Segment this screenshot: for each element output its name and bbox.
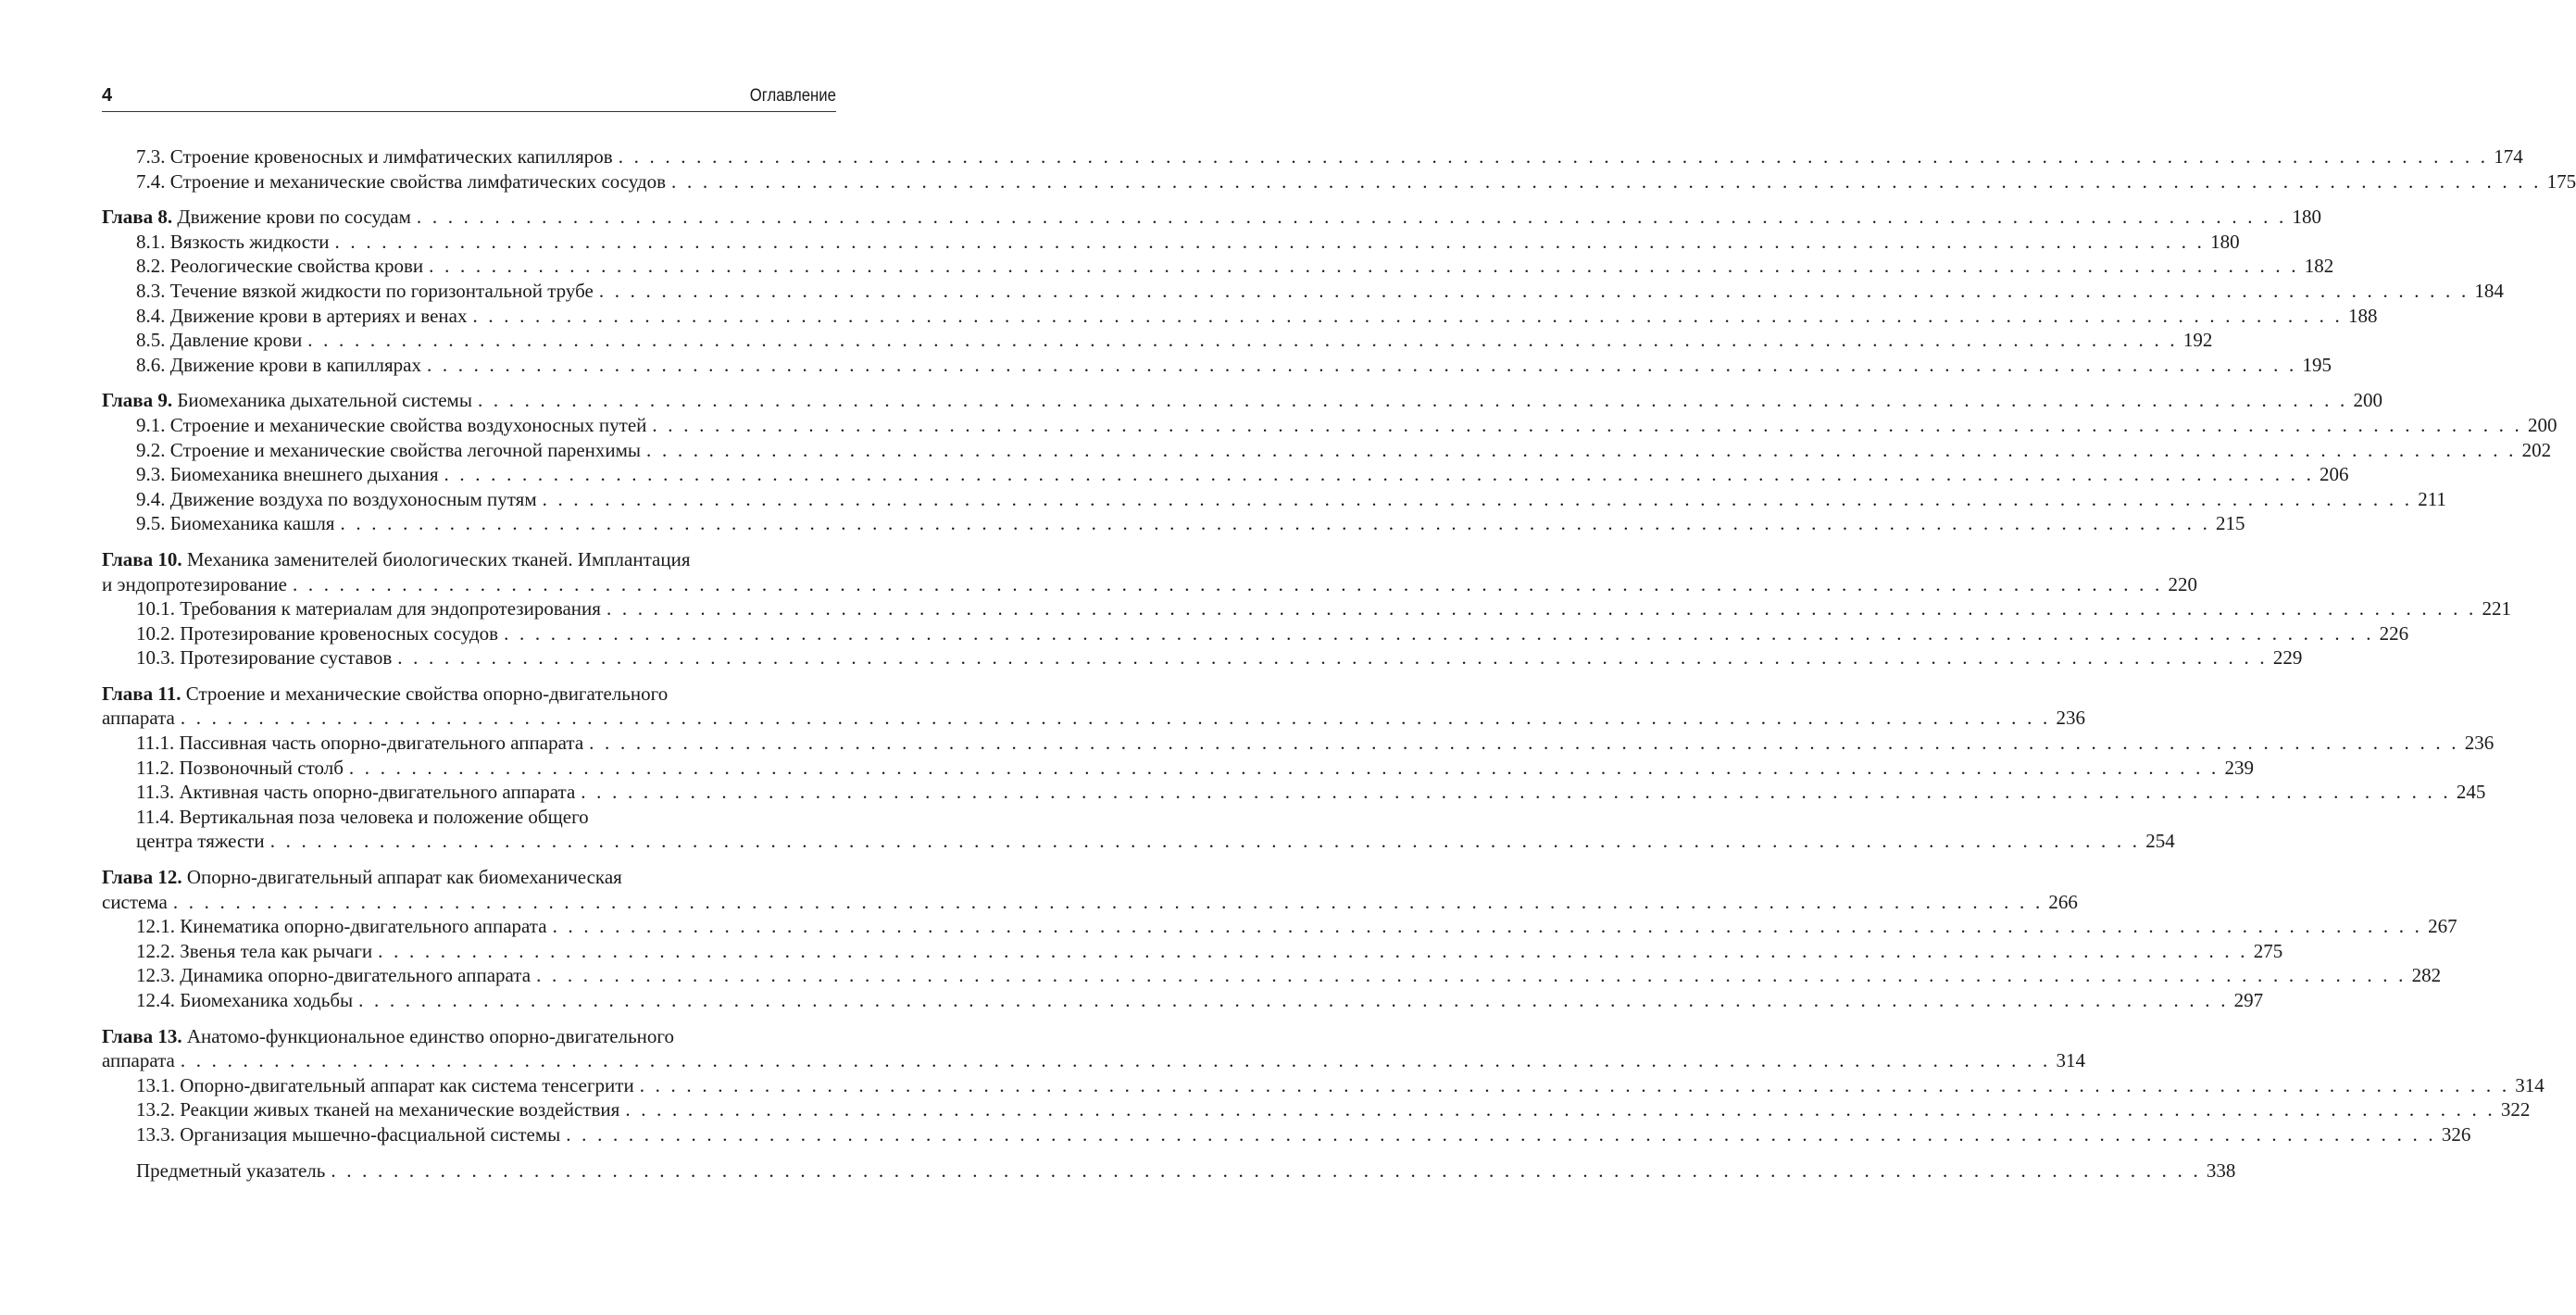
dot-leader: . . . . . . . . . . . . . . . . . . . . . . . . . . . . . . . . . . . . . . . . . . . . . . . . . . . . . . . . . . . . . . . . . . . . . . . . . . . . . . . . . . . . . . . . . . . . . . . . . . . . . . . . . . . . . . . . . . . . . . . . <box>552 915 2423 938</box>
toc-entry[interactable] <box>102 1097 2531 1122</box>
toc-entry[interactable] <box>102 682 2085 731</box>
entry-page: 200 <box>2527 413 2557 436</box>
toc-line <box>102 353 2332 378</box>
entry-title <box>136 230 330 255</box>
entry-title <box>136 144 613 169</box>
entry-page: 182 <box>2304 255 2334 278</box>
toc-entry[interactable] <box>102 1024 2085 1073</box>
table-of-contents <box>102 144 2576 1194</box>
toc-entry[interactable] <box>102 388 2382 413</box>
entry-page: 220 <box>2168 572 2197 595</box>
entry-title <box>136 780 575 805</box>
entry-page: 192 <box>2182 329 2213 352</box>
dot-leader: . . . . . . . . . . . . . . . . . . . . . . . . . . . . . . . . . . . . . . . . . . . . . . . . . . . . . . . . . . . . . . . . . . . . . . . . . . . . . . . . . . . . . . . . . . . . . . . . . . . . . . . . . . . . . . . . . . . . . . . . <box>269 830 2141 853</box>
entry-text: 11.3. Активная часть опорно-двигательного аппарата <box>136 781 576 804</box>
entry-text: 11.4. Вертикальная поза человека и положение общего <box>136 805 589 828</box>
toc-entry[interactable] <box>102 865 2078 914</box>
toc-entry[interactable] <box>102 645 2303 670</box>
entry-page: 180 <box>2292 206 2321 229</box>
entry-page: 202 <box>2521 438 2552 461</box>
entry-page: 195 <box>2302 353 2332 376</box>
entry-page: 239 <box>2224 756 2254 779</box>
dot-leader: . . . . . . . . . . . . . . . . . . . . . . . . . . . . . . . . . . . . . . . . . . . . . . . . . . . . . . . . . . . . . . . . . . . . . . . . . . . . . . . . . . . . . . . . . . . . . . . . . . . . . . . . . . . . . . . . . . . . . . . . <box>646 438 2517 461</box>
entry-text: 8.4. Движение крови в артериях и венах <box>136 304 468 327</box>
toc-group <box>102 144 2576 194</box>
entry-page: 245 <box>2456 781 2486 804</box>
entry-page: 200 <box>2353 389 2382 412</box>
toc-group <box>102 682 2495 854</box>
entry-page: 267 <box>2428 915 2457 938</box>
toc-line <box>102 487 2446 512</box>
chapter-label: Глава 13. <box>102 1024 182 1047</box>
entry-text: 9.1. Строение и механические свойства воздухоносных путей <box>136 413 647 436</box>
toc-line-continued <box>102 890 2078 915</box>
toc-line <box>102 462 2349 487</box>
toc-line <box>102 780 2486 805</box>
entry-text: 12.4. Биомеханика ходьбы <box>136 989 354 1011</box>
running-title: Оглавление <box>749 86 836 106</box>
entry-page: 211 <box>2418 487 2446 510</box>
toc-line <box>102 1122 2471 1147</box>
entry-title <box>136 254 423 279</box>
toc-line <box>102 144 2523 169</box>
toc-entry[interactable] <box>102 328 2213 353</box>
dot-leader: . . . . . . . . . . . . . . . . . . . . . . . . . . . . . . . . . . . . . . . . . . . . . . . . . . . . . . . . . . . . . . . . . . . . . . . . . . . . . . . . . . . . . . . . . . . . . . . . . . . . . . . . . . . . . . . . . . . . . . . . <box>589 732 2459 755</box>
dot-leader: . . . . . . . . . . . . . . . . . . . . . . . . . . . . . . . . . . . . . . . . . . . . . . . . . . . . . . . . . . . . . . . . . . . . . . . . . . . . . . . . . . . . . . . . . . . . . . . . . . . . . . . . . . . . . . . . . . . . . . . . <box>671 169 2542 193</box>
dot-leader: . . . . . . . . . . . . . . . . . . . . . . . . . . . . . . . . . . . . . . . . . . . . . . . . . . . . . . . . . . . . . . . . . . . . . . . . . . . . . . . . . . . . . . . . . . . . . . . . . . . . . . . . . . . . . . . . . . . . . . . . <box>340 512 2211 535</box>
toc-entry[interactable] <box>102 756 2254 781</box>
toc-group <box>102 865 2457 1013</box>
toc-line <box>102 438 2552 463</box>
toc-line <box>102 205 2321 230</box>
entry-text: Анатомо-функциональное единство опорно-двигательного <box>186 1024 675 1047</box>
entry-title <box>136 353 421 378</box>
entry-text-continued: центра тяжести <box>136 830 265 853</box>
entry-title <box>102 547 690 572</box>
entry-text: 11.2. Позвоночный столб <box>136 756 344 779</box>
entry-title <box>136 328 302 353</box>
entry-text: 13.2. Реакции живых тканей на механические воздействия <box>136 1098 620 1121</box>
toc-line-continued <box>102 829 2175 854</box>
entry-text: Механика заменителей биологических тканей. Имплантация <box>186 547 691 570</box>
dot-leader: . . . . . . . . . . . . . . . . . . . . . . . . . . . . . . . . . . . . . . . . . . . . . . . . . . . . . . . . . . . . . . . . . . . . . . . . . . . . . . . . . . . . . . . . . . . . . . . . . . . . . . . . . . . . . . . . . . . . . . . . <box>172 890 2044 913</box>
chapter-label: Глава 10. <box>102 547 182 570</box>
toc-line <box>102 254 2334 279</box>
toc-line <box>102 963 2442 988</box>
toc-line <box>102 645 2303 670</box>
entry-title <box>136 1097 619 1122</box>
toc-line <box>102 1158 2236 1184</box>
entry-title <box>102 682 668 707</box>
toc-group <box>102 1158 2236 1184</box>
toc-group <box>102 1024 2545 1147</box>
entry-page: 275 <box>2253 939 2283 962</box>
toc-entry[interactable] <box>102 780 2486 805</box>
entry-page: 236 <box>2464 732 2495 755</box>
entry-text: Предметный указатель <box>136 1158 326 1182</box>
dot-leader: . . . . . . . . . . . . . . . . . . . . . . . . . . . . . . . . . . . . . . . . . . . . . . . . . . . . . . . . . . . . . . . . . . . . . . . . . . . . . . . . . . . . . . . . . . . . . . . . . . . . . . . . . . . . . . . . . . . . . . . . <box>639 1073 2510 1096</box>
dot-leader: . . . . . . . . . . . . . . . . . . . . . . . . . . . . . . . . . . . . . . . . . . . . . . . . . . . . . . . . . . . . . . . . . . . . . . . . . . . . . . . . . . . . . . . . . . . . . . . . . . . . . . . . . . . . . . . . . . . . . . . . <box>536 964 2407 987</box>
toc-line <box>102 939 2283 964</box>
toc-entry[interactable] <box>102 914 2457 939</box>
entry-title <box>136 596 601 621</box>
toc-entry[interactable] <box>102 205 2321 230</box>
toc-line <box>102 328 2213 353</box>
entry-page: 314 <box>2056 1049 2085 1072</box>
dot-leader: . . . . . . . . . . . . . . . . . . . . . . . . . . . . . . . . . . . . . . . . . . . . . . . . . . . . . . . . . . . . . . . . . . . . . . . . . . . . . . . . . . . . . . . . . . . . . . . . . . . . . . . . . . . . . . . . . . . . . . . . <box>625 1098 2495 1121</box>
entry-title <box>136 939 372 964</box>
entry-text: Строение и механические свойства опорно-двигательного <box>185 682 669 705</box>
entry-page: 206 <box>2320 463 2349 486</box>
entry-text: 12.1. Кинематика опорно-двигательного аппарата <box>136 915 547 938</box>
entry-text: 10.3. Протезирование суставов <box>136 646 393 670</box>
toc-entry[interactable] <box>102 621 2409 646</box>
entry-text: 9.4. Движение воздуха по воздухоносным путям <box>136 487 537 510</box>
running-header <box>102 83 836 112</box>
entry-page: 221 <box>2482 597 2512 620</box>
dot-leader: . . . . . . . . . . . . . . . . . . . . . . . . . . . . . . . . . . . . . . . . . . . . . . . . . . . . . . . . . . . . . . . . . . . . . . . . . . . . . . . . . . . . . . . . . . . . . . . . . . . . . . . . . . . . . . . . . . . . . . . . <box>618 145 2489 168</box>
entry-title <box>102 388 472 413</box>
entry-page: 314 <box>2515 1073 2545 1096</box>
entry-page: 326 <box>2441 1122 2471 1146</box>
dot-leader: . . . . . . . . . . . . . . . . . . . . . . . . . . . . . . . . . . . . . . . . . . . . . . . . . . . . . . . . . . . . . . . . . . . . . . . . . . . . . . . . . . . . . . . . . . . . . . . . . . . . . . . . . . . . . . . . . . . . . . . . <box>472 304 2344 327</box>
toc-line <box>102 621 2409 646</box>
dot-leader: . . . . . . . . . . . . . . . . . . . . . . . . . . . . . . . . . . . . . . . . . . . . . . . . . . . . . . . . . . . . . . . . . . . . . . . . . . . . . . . . . . . . . . . . . . . . . . . . . . . . . . . . . . . . . . . . . . . . . . . . <box>581 781 2451 804</box>
page-number: 4 <box>102 85 113 106</box>
entry-title <box>136 169 666 194</box>
entry-text: 11.1. Пассивная часть опорно-двигательного аппарата <box>136 732 584 755</box>
toc-entry[interactable] <box>102 254 2334 279</box>
entry-text: 10.2. Протезирование кровеносных сосудов <box>136 621 499 645</box>
toc-entry[interactable] <box>102 353 2332 378</box>
entry-page: 266 <box>2048 890 2078 913</box>
toc-entry[interactable] <box>102 169 2576 194</box>
entry-title <box>136 1122 560 1147</box>
entry-page: 215 <box>2216 512 2245 535</box>
entry-title <box>136 963 531 988</box>
toc-line <box>102 805 836 830</box>
entry-text-continued: система <box>102 890 168 913</box>
dot-leader: . . . . . . . . . . . . . . . . . . . . . . . . . . . . . . . . . . . . . . . . . . . . . . . . . . . . . . . . . . . . . . . . . . . . . . . . . . . . . . . . . . . . . . . . . . . . . . . . . . . . . . . . . . . . . . . . . . . . . . . . <box>504 621 2374 645</box>
entry-title <box>102 865 622 890</box>
entry-title <box>136 462 438 487</box>
dot-leader: . . . . . . . . . . . . . . . . . . . . . . . . . . . . . . . . . . . . . . . . . . . . . . . . . . . . . . . . . . . . . . . . . . . . . . . . . . . . . . . . . . . . . . . . . . . . . . . . . . . . . . . . . . . . . . . . . . . . . . . . <box>292 572 2163 595</box>
entry-page: 338 <box>2206 1158 2236 1182</box>
toc-entry[interactable] <box>102 805 2175 854</box>
entry-text: Движение крови по сосудам <box>177 206 411 229</box>
entry-page: 174 <box>2494 145 2523 168</box>
dot-leader: . . . . . . . . . . . . . . . . . . . . . . . . . . . . . . . . . . . . . . . . . . . . . . . . . . . . . . . . . . . . . . . . . . . . . . . . . . . . . . . . . . . . . . . . . . . . . . . . . . . . . . . . . . . . . . . . . . . . . . . . <box>566 1122 2436 1146</box>
toc-line-continued <box>102 572 2197 597</box>
toc-entry[interactable] <box>102 547 2197 596</box>
toc-entry[interactable] <box>102 988 2264 1013</box>
entry-page: 254 <box>2145 830 2175 853</box>
toc-line <box>102 279 2504 304</box>
dot-leader: . . . . . . . . . . . . . . . . . . . . . . . . . . . . . . . . . . . . . . . . . . . . . . . . . . . . . . . . . . . . . . . . . . . . . . . . . . . . . . . . . . . . . . . . . . . . . . . . . . . . . . . . . . . . . . . . . . . . . . . . <box>358 989 2229 1011</box>
entry-text: 9.2. Строение и механические свойства легочной паренхимы <box>136 438 642 461</box>
entry-page: 184 <box>2474 279 2504 302</box>
dot-leader: . . . . . . . . . . . . . . . . . . . . . . . . . . . . . . . . . . . . . . . . . . . . . . . . . . . . . . . . . . . . . . . . . . . . . . . . . . . . . . . . . . . . . . . . . . . . . . . . . . . . . . . . . . . . . . . . . . . . . . . . <box>180 1049 2051 1072</box>
dot-leader: . . . . . . . . . . . . . . . . . . . . . . . . . . . . . . . . . . . . . . . . . . . . . . . . . . . . . . . . . . . . . . . . . . . . . . . . . . . . . . . . . . . . . . . . . . . . . . . . . . . . . . . . . . . . . . . . . . . . . . . . <box>429 255 2299 278</box>
entry-page: 180 <box>2210 230 2240 253</box>
toc-line <box>102 169 2576 194</box>
dot-leader: . . . . . . . . . . . . . . . . . . . . . . . . . . . . . . . . . . . . . . . . . . . . . . . . . . . . . . . . . . . . . . . . . . . . . . . . . . . . . . . . . . . . . . . . . . . . . . . . . . . . . . . . . . . . . . . . . . . . . . . . <box>397 646 2268 670</box>
toc-line <box>102 756 2254 781</box>
entry-title <box>136 413 646 438</box>
toc-line <box>102 304 2378 329</box>
entry-page: 322 <box>2500 1098 2531 1121</box>
toc-line-continued <box>102 706 2085 731</box>
toc-entry[interactable] <box>102 939 2283 964</box>
entry-page: 282 <box>2411 964 2442 987</box>
dot-leader: . . . . . . . . . . . . . . . . . . . . . . . . . . . . . . . . . . . . . . . . . . . . . . . . . . . . . . . . . . . . . . . . . . . . . . . . . . . . . . . . . . . . . . . . . . . . . . . . . . . . . . . . . . . . . . . . . . . . . . . . <box>334 230 2206 253</box>
toc-entry[interactable] <box>102 511 2245 536</box>
entry-text: 12.3. Динамика опорно-двигательного аппарата <box>136 964 531 987</box>
toc-line-continued <box>102 1048 2085 1073</box>
toc-line <box>102 230 2240 255</box>
entry-page: 297 <box>2233 989 2264 1011</box>
toc-line <box>102 731 2495 756</box>
toc-group <box>102 205 2504 377</box>
toc-entry[interactable] <box>102 279 2504 304</box>
chapter-label: Глава 9. <box>102 389 173 412</box>
dot-leader: . . . . . . . . . . . . . . . . . . . . . . . . . . . . . . . . . . . . . . . . . . . . . . . . . . . . . . . . . . . . . . . . . . . . . . . . . . . . . . . . . . . . . . . . . . . . . . . . . . . . . . . . . . . . . . . . . . . . . . . . <box>606 597 2477 620</box>
entry-text: 9.5. Биомеханика кашля <box>136 512 335 535</box>
toc-line <box>102 988 2264 1013</box>
entry-page: 229 <box>2272 646 2303 670</box>
toc-entry[interactable] <box>102 230 2240 255</box>
dot-leader: . . . . . . . . . . . . . . . . . . . . . . . . . . . . . . . . . . . . . . . . . . . . . . . . . . . . . . . . . . . . . . . . . . . . . . . . . . . . . . . . . . . . . . . . . . . . . . . . . . . . . . . . . . . . . . . . . . . . . . . . <box>477 389 2348 412</box>
toc-line <box>102 511 2245 536</box>
entry-text: 12.2. Звенья тела как рычаги <box>136 939 373 962</box>
toc-group <box>102 388 2557 536</box>
entry-title <box>136 487 537 512</box>
dot-leader: . . . . . . . . . . . . . . . . . . . . . . . . . . . . . . . . . . . . . . . . . . . . . . . . . . . . . . . . . . . . . . . . . . . . . . . . . . . . . . . . . . . . . . . . . . . . . . . . . . . . . . . . . . . . . . . . . . . . . . . . <box>598 279 2470 302</box>
toc-entry[interactable] <box>102 1073 2545 1098</box>
dot-leader: . . . . . . . . . . . . . . . . . . . . . . . . . . . . . . . . . . . . . . . . . . . . . . . . . . . . . . . . . . . . . . . . . . . . . . . . . . . . . . . . . . . . . . . . . . . . . . . . . . . . . . . . . . . . . . . . . . . . . . . . <box>416 206 2287 229</box>
dot-leader: . . . . . . . . . . . . . . . . . . . . . . . . . . . . . . . . . . . . . . . . . . . . . . . . . . . . . . . . . . . . . . . . . . . . . . . . . . . . . . . . . . . . . . . . . . . . . . . . . . . . . . . . . . . . . . . . . . . . . . . . <box>542 487 2413 510</box>
entry-text: 7.4. Строение и механические свойства лимфатических сосудов <box>136 169 667 193</box>
entry-title <box>102 205 411 230</box>
toc-entry[interactable] <box>102 438 2552 463</box>
dot-leader: . . . . . . . . . . . . . . . . . . . . . . . . . . . . . . . . . . . . . . . . . . . . . . . . . . . . . . . . . . . . . . . . . . . . . . . . . . . . . . . . . . . . . . . . . . . . . . . . . . . . . . . . . . . . . . . . . . . . . . . . <box>180 707 2051 730</box>
toc-line <box>102 547 836 572</box>
chapter-label: Глава 8. <box>102 206 173 229</box>
toc-line <box>102 388 2382 413</box>
entry-text-continued: аппарата <box>102 1049 175 1072</box>
toc-entry[interactable] <box>102 1122 2471 1147</box>
entry-page: 188 <box>2348 304 2378 327</box>
toc-entry[interactable] <box>102 1158 2236 1184</box>
entry-title <box>136 304 467 329</box>
entry-page: 226 <box>2379 621 2409 645</box>
entry-text: 8.3. Течение вязкой жидкости по горизонтальной трубе <box>136 279 594 302</box>
toc-entry[interactable] <box>102 413 2557 438</box>
toc-line <box>102 682 836 707</box>
entry-title <box>136 645 392 670</box>
entry-text: 9.3. Биомеханика внешнего дыхания <box>136 463 439 486</box>
toc-entry[interactable] <box>102 596 2512 621</box>
toc-line <box>102 596 2512 621</box>
toc-entry[interactable] <box>102 963 2442 988</box>
toc-line <box>102 865 836 890</box>
toc-line <box>102 1024 836 1049</box>
entry-page: 175 <box>2546 169 2576 193</box>
toc-entry[interactable] <box>102 304 2378 329</box>
toc-group <box>102 547 2512 670</box>
entry-title <box>136 756 344 781</box>
entry-title <box>136 621 498 646</box>
entry-text: 10.1. Требования к материалам для эндопротезирования <box>136 597 601 620</box>
dot-leader: . . . . . . . . . . . . . . . . . . . . . . . . . . . . . . . . . . . . . . . . . . . . . . . . . . . . . . . . . . . . . . . . . . . . . . . . . . . . . . . . . . . . . . . . . . . . . . . . . . . . . . . . . . . . . . . . . . . . . . . . <box>652 413 2522 436</box>
dot-leader: . . . . . . . . . . . . . . . . . . . . . . . . . . . . . . . . . . . . . . . . . . . . . . . . . . . . . . . . . . . . . . . . . . . . . . . . . . . . . . . . . . . . . . . . . . . . . . . . . . . . . . . . . . . . . . . . . . . . . . . . <box>307 329 2178 352</box>
entry-text: 8.5. Давление крови <box>136 329 303 352</box>
entry-text: 8.6. Движение крови в капиллярах <box>136 353 421 376</box>
entry-title <box>136 279 594 304</box>
toc-entry[interactable] <box>102 487 2446 512</box>
entry-text: 7.3. Строение кровеносных и лимфатических капилляров <box>136 145 613 168</box>
entry-title <box>136 511 334 536</box>
entry-title <box>136 988 353 1013</box>
toc-entry[interactable] <box>102 731 2495 756</box>
entry-text: Биомеханика дыхательной системы <box>177 389 472 412</box>
toc-line <box>102 413 2557 438</box>
toc-line <box>102 1073 2545 1098</box>
chapter-label: Глава 11. <box>102 682 181 705</box>
entry-text: 13.3. Организация мышечно-фасциальной системы <box>136 1122 561 1146</box>
entry-text: 13.1. Опорно-двигательный аппарат как система тенсегрити <box>136 1073 634 1096</box>
chapter-label: Глава 12. <box>102 866 182 889</box>
entry-title <box>136 1158 325 1184</box>
dot-leader: . . . . . . . . . . . . . . . . . . . . . . . . . . . . . . . . . . . . . . . . . . . . . . . . . . . . . . . . . . . . . . . . . . . . . . . . . . . . . . . . . . . . . . . . . . . . . . . . . . . . . . . . . . . . . . . . . . . . . . . . <box>331 1158 2201 1182</box>
toc-line <box>102 1097 2531 1122</box>
entry-text: 8.1. Вязкость жидкости <box>136 230 330 253</box>
toc-entry[interactable] <box>102 462 2349 487</box>
entry-title <box>102 1024 674 1049</box>
toc-line <box>102 914 2457 939</box>
dot-leader: . . . . . . . . . . . . . . . . . . . . . . . . . . . . . . . . . . . . . . . . . . . . . . . . . . . . . . . . . . . . . . . . . . . . . . . . . . . . . . . . . . . . . . . . . . . . . . . . . . . . . . . . . . . . . . . . . . . . . . . . <box>378 939 2248 962</box>
entry-text: 8.2. Реологические свойства крови <box>136 255 424 278</box>
entry-text: Опорно-двигательный аппарат как биомеханическая <box>186 866 622 889</box>
entry-title <box>136 1073 634 1098</box>
entry-text-continued: и эндопротезирование <box>102 572 287 595</box>
dot-leader: . . . . . . . . . . . . . . . . . . . . . . . . . . . . . . . . . . . . . . . . . . . . . . . . . . . . . . . . . . . . . . . . . . . . . . . . . . . . . . . . . . . . . . . . . . . . . . . . . . . . . . . . . . . . . . . . . . . . . . . . <box>444 463 2315 486</box>
entry-text-continued: аппарата <box>102 707 175 730</box>
dot-leader: . . . . . . . . . . . . . . . . . . . . . . . . . . . . . . . . . . . . . . . . . . . . . . . . . . . . . . . . . . . . . . . . . . . . . . . . . . . . . . . . . . . . . . . . . . . . . . . . . . . . . . . . . . . . . . . . . . . . . . . . <box>348 756 2220 779</box>
toc-entry[interactable] <box>102 144 2523 169</box>
entry-title <box>136 731 583 756</box>
entry-title <box>136 914 547 939</box>
entry-title <box>136 438 641 463</box>
entry-title <box>136 805 589 830</box>
dot-leader: . . . . . . . . . . . . . . . . . . . . . . . . . . . . . . . . . . . . . . . . . . . . . . . . . . . . . . . . . . . . . . . . . . . . . . . . . . . . . . . . . . . . . . . . . . . . . . . . . . . . . . . . . . . . . . . . . . . . . . . . <box>426 353 2297 376</box>
entry-page: 236 <box>2056 707 2085 730</box>
